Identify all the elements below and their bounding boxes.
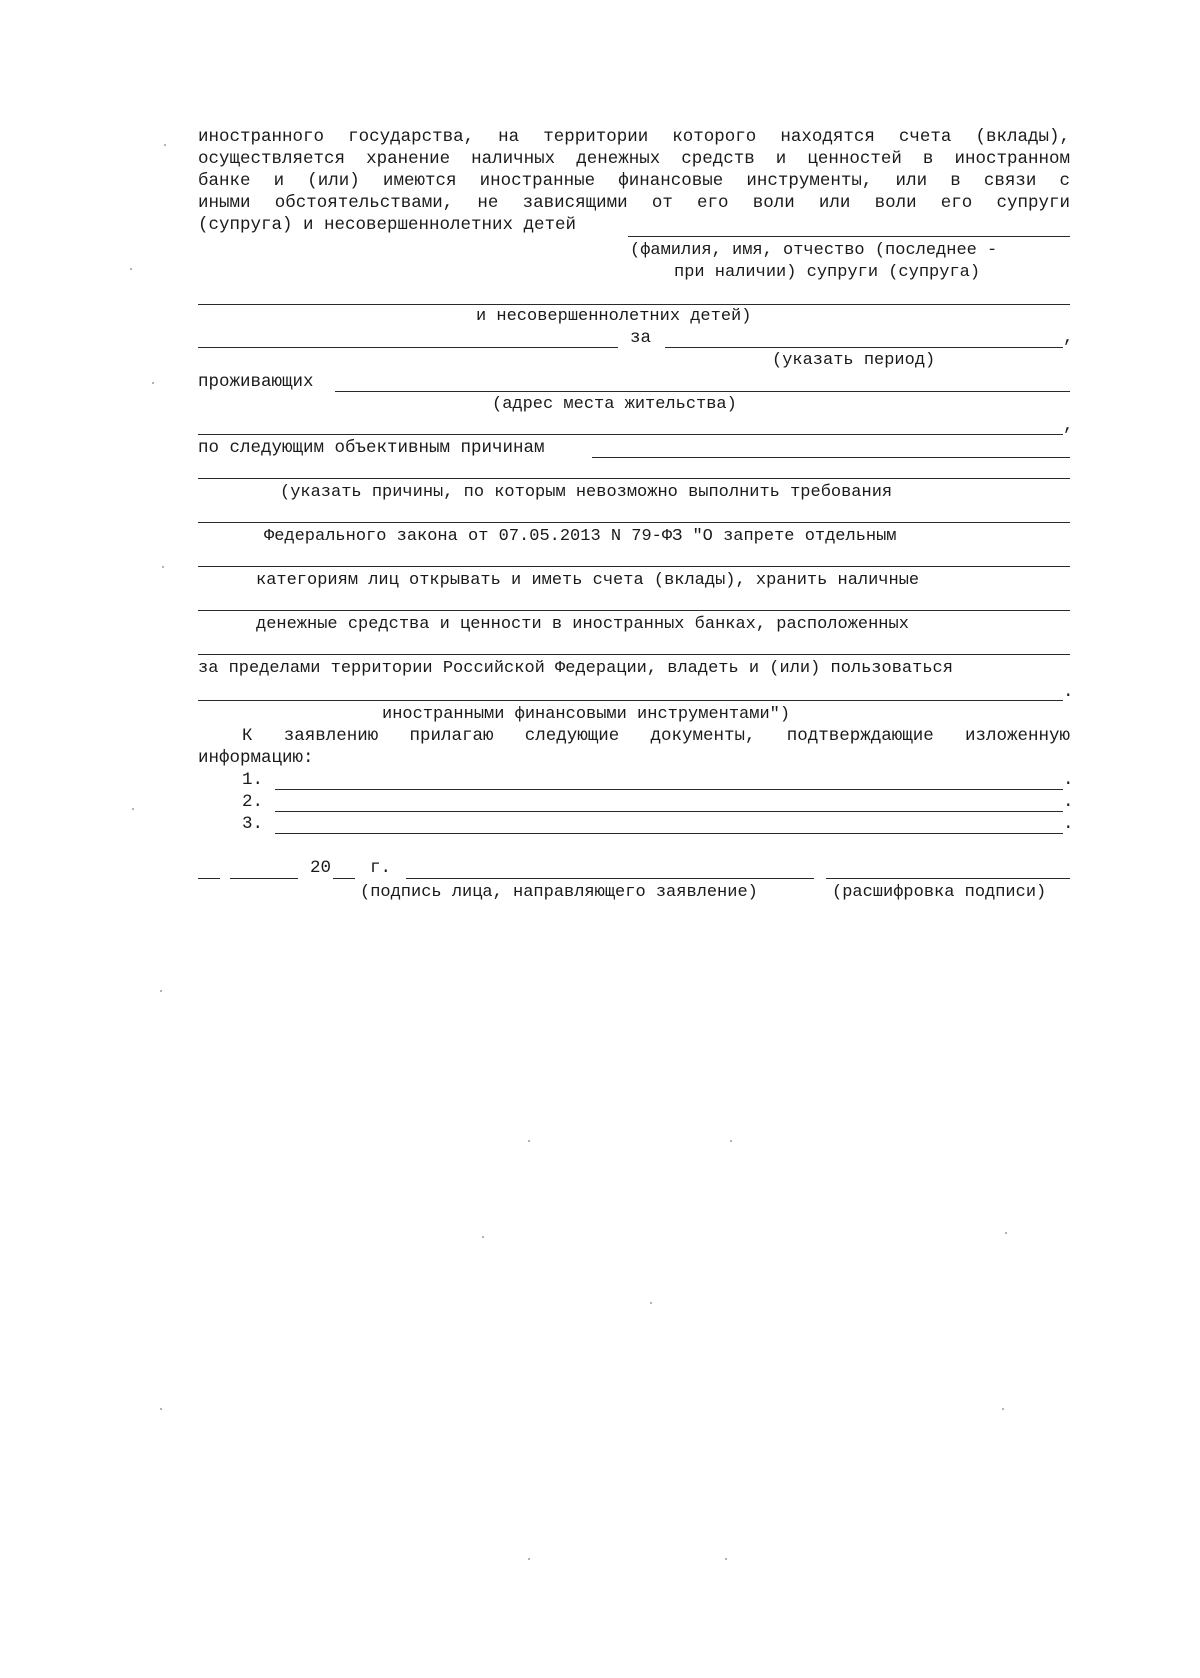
reasons-field-line-3[interactable] — [198, 522, 1070, 523]
scan-speck — [132, 808, 134, 810]
fio-hint-line-1: (фамилия, имя, отчество (последнее - — [630, 241, 998, 260]
paragraph-line-3: банке и (или) имеются иностранные финансовые инструменты, или в связи с — [198, 171, 1070, 191]
attachments-intro-line-2: информацию: — [198, 748, 314, 768]
reasons-hint-line-4: денежные средства и ценности в иностранных банках, расположенных — [256, 615, 909, 634]
date-year-suffix: г. — [370, 858, 392, 878]
scan-speck — [482, 1236, 484, 1238]
attachments-intro-line-1: К заявлению прилагаю следующие документы, подтверждающие изложенную — [242, 726, 1070, 746]
attachment-field-1[interactable] — [275, 789, 1063, 790]
date-year-line[interactable] — [333, 878, 355, 879]
date-month-line[interactable] — [230, 878, 298, 879]
scan-speck — [528, 1140, 530, 1142]
reasons-end-period: . — [1063, 682, 1074, 702]
scan-speck — [130, 268, 132, 270]
signature-decode-hint: (расшифровка подписи) — [832, 883, 1047, 902]
reasons-field-line-1[interactable] — [592, 457, 1070, 458]
scan-speck — [1005, 1232, 1007, 1234]
reasons-hint-line-3: категориям лиц открывать и иметь счета (вклады), хранить наличные — [256, 571, 920, 590]
reasons-hint-line-6: иностранными финансовыми инструментами") — [382, 705, 791, 724]
fio-hint-line-2: при наличии) супруги (супруга) — [674, 263, 981, 282]
reasons-label: по следующим объективным причинам — [198, 438, 545, 458]
living-label: проживающих — [198, 372, 314, 392]
period-field-line[interactable] — [665, 347, 1063, 348]
reasons-field-line-6[interactable] — [198, 654, 1070, 655]
scan-speck — [1002, 1408, 1004, 1410]
scan-speck — [160, 990, 162, 992]
attachment-number-2: 2. — [242, 792, 264, 812]
attachment-end-1: . — [1063, 770, 1074, 790]
reasons-field-line-2[interactable] — [198, 478, 1070, 479]
scan-speck — [650, 1302, 652, 1304]
paragraph-line-2: осуществляется хранение наличных денежных средств и ценностей в иностранном — [198, 149, 1070, 169]
scan-speck — [160, 1408, 162, 1410]
paragraph-line-5: (супруга) и несовершеннолетних детей — [198, 215, 577, 235]
scan-speck — [528, 1558, 530, 1560]
period-hint: (указать период) — [772, 351, 936, 370]
scan-speck — [164, 144, 166, 146]
date-year-prefix: 20 — [310, 858, 332, 878]
signature-decode-line[interactable] — [826, 878, 1070, 879]
signature-hint: (подпись лица, направляющего заявление) — [360, 883, 758, 902]
attachment-end-2: . — [1063, 792, 1074, 812]
comma-2: , — [1063, 416, 1074, 436]
reasons-field-line-7[interactable] — [198, 700, 1063, 701]
signature-line[interactable] — [406, 878, 814, 879]
attachment-end-3: . — [1063, 814, 1074, 834]
children-hint: и несовершеннолетних детей) — [476, 307, 752, 326]
reasons-hint-line-1: (указать причины, по которым невозможно выполнить требования — [280, 483, 893, 502]
reasons-hint-line-5: за пределами территории Российской Федерации, владеть и (или) пользоваться — [198, 659, 953, 678]
paragraph-line-1: иностранного государства, на территории которого находятся счета (вклады), — [198, 127, 1070, 147]
reasons-field-line-4[interactable] — [198, 566, 1070, 567]
fio-field-line[interactable] — [628, 236, 1070, 237]
reasons-field-line-5[interactable] — [198, 610, 1070, 611]
address-field-line[interactable] — [335, 391, 1070, 392]
children-field-line[interactable] — [198, 347, 618, 348]
scan-speck — [730, 1140, 732, 1142]
fio-continuation-line[interactable] — [198, 304, 1070, 305]
attachment-field-3[interactable] — [275, 833, 1063, 834]
address-continuation-line[interactable] — [198, 434, 1063, 435]
attachment-number-1: 1. — [242, 770, 264, 790]
scan-speck — [162, 566, 164, 568]
paragraph-line-4: иными обстоятельствами, не зависящими от его воли или воли его супруги — [198, 193, 1070, 213]
reasons-hint-line-2: Федерального закона от 07.05.2013 N 79-ФЗ "О запрете отдельным — [264, 527, 897, 546]
attachment-field-2[interactable] — [275, 811, 1063, 812]
scan-speck — [725, 1558, 727, 1560]
address-hint: (адрес места жительства) — [492, 395, 737, 414]
za-label: за — [630, 328, 652, 348]
comma-1: , — [1063, 328, 1074, 348]
scan-speck — [152, 382, 154, 384]
attachment-number-3: 3. — [242, 814, 264, 834]
date-day-line[interactable] — [198, 878, 220, 879]
